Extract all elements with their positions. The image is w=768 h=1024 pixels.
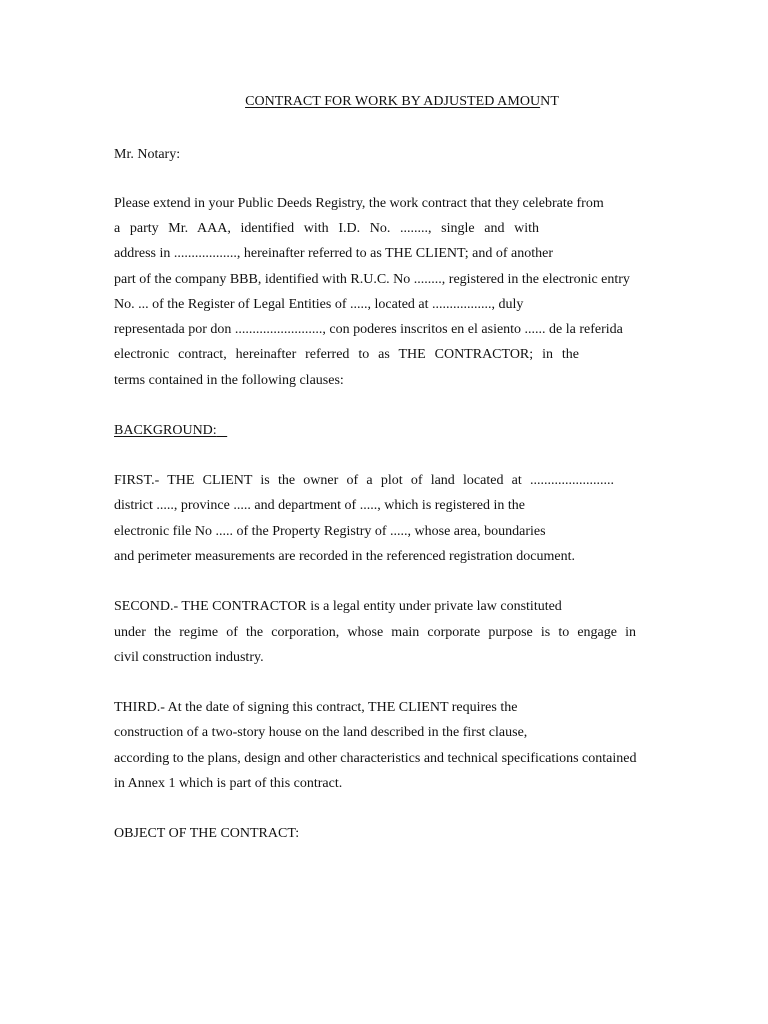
intro-line: part of the company BBB, identified with R.U.C. No ........, registered in the electronic entry bbox=[114, 272, 630, 287]
first-clause-line: FIRST.- THE CLIENT is the owner of a plot of land located at ........................ bbox=[114, 473, 614, 488]
intro-line: a party Mr. AAA, identified with I.D. No. ........, single and with bbox=[114, 221, 539, 236]
second-clause-line: civil construction industry. bbox=[114, 650, 264, 665]
document-title-rest: NT bbox=[540, 94, 559, 109]
background-heading: BACKGROUND: bbox=[114, 423, 217, 438]
second-clause-line: SECOND.- THE CONTRACTOR is a legal entity under private law constituted bbox=[114, 599, 562, 614]
intro-line: Please extend in your Public Deeds Registry, the work contract that they celebrate from bbox=[114, 196, 604, 211]
third-clause-line: in Annex 1 which is part of this contract. bbox=[114, 776, 343, 791]
third-clause-line: construction of a two-story house on the land described in the first clause, bbox=[114, 725, 528, 740]
object-heading: OBJECT OF THE CONTRACT: bbox=[114, 826, 300, 841]
intro-line: representada por don ........................., con poderes inscritos en el asiento ...... de la referida bbox=[114, 322, 623, 337]
intro-line: electronic contract, hereinafter referred to as THE CONTRACTOR; in the bbox=[114, 347, 579, 362]
intro-line: No. ... of the Register of Legal Entities of ....., located at ................., duly bbox=[114, 297, 524, 312]
salutation: Mr. Notary: bbox=[114, 147, 181, 162]
intro-line: terms contained in the following clauses: bbox=[114, 373, 344, 388]
first-clause-line: and perimeter measurements are recorded in the referenced registration document. bbox=[114, 549, 576, 564]
third-clause-line: THIRD.- At the date of signing this contract, THE CLIENT requires the bbox=[114, 700, 518, 715]
intro-line: address in .................., hereinafter referred to as THE CLIENT; and of another bbox=[114, 246, 554, 261]
first-clause-line: electronic file No ..... of the Property Registry of ....., whose area, boundaries bbox=[114, 524, 546, 539]
first-clause-line: district ....., province ..... and department of ....., which is registered in the bbox=[114, 498, 525, 513]
document-title bbox=[0, 94, 768, 110]
document-title-underlined: CONTRACT FOR WORK BY ADJUSTED AMOU bbox=[245, 94, 541, 109]
second-clause-line: under the regime of the corporation, whose main corporate purpose is to engage in bbox=[114, 625, 636, 640]
third-clause-line: according to the plans, design and other characteristics and technical specifications contained bbox=[114, 751, 637, 766]
